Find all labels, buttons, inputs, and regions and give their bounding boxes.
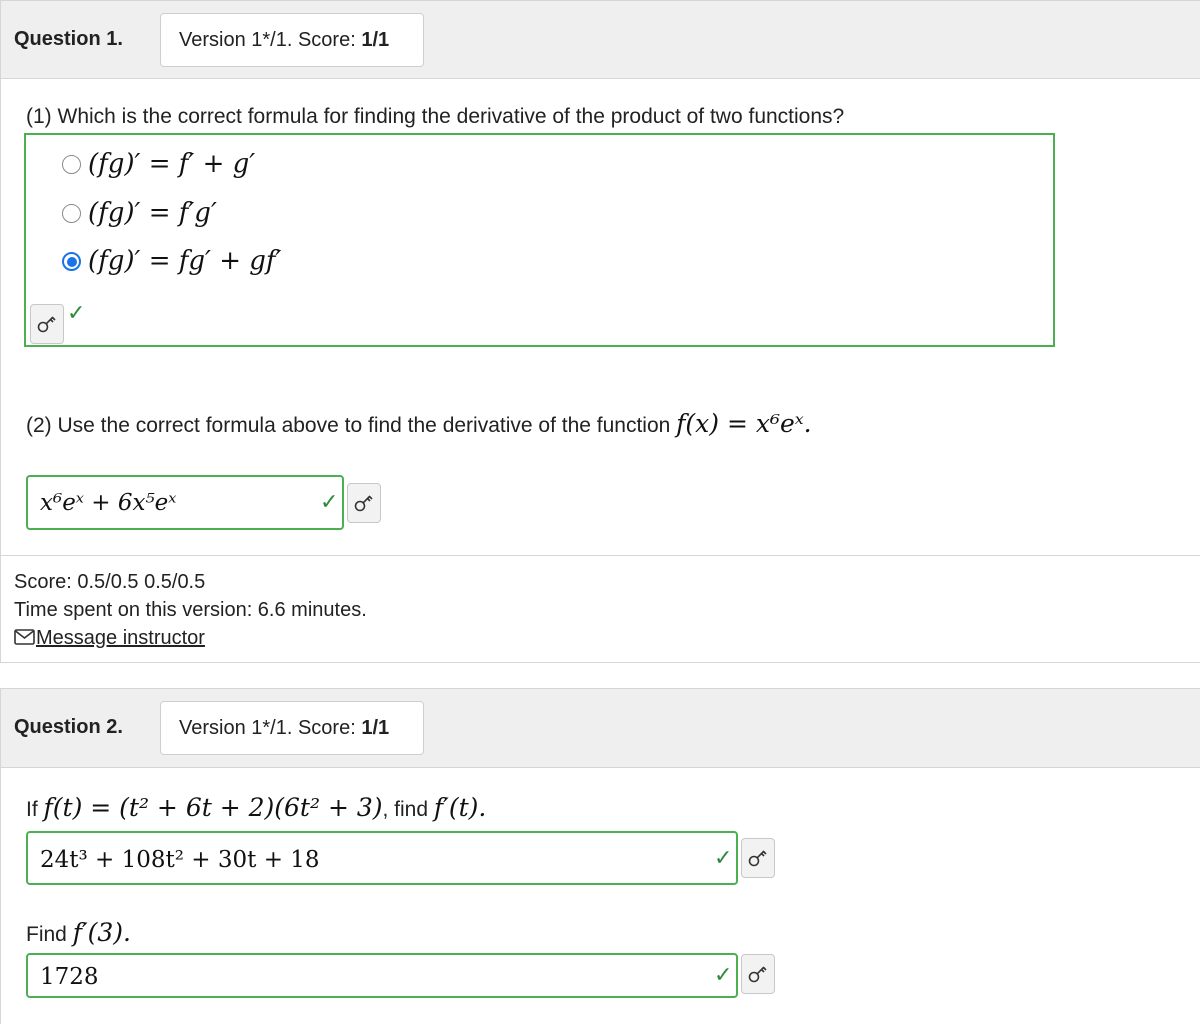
multiple-choice-group [24, 133, 1055, 347]
checkmark-icon: ✓ [67, 301, 86, 326]
answer-field-2[interactable] [26, 953, 738, 998]
key-icon [747, 963, 769, 985]
version-score: 1/1 [361, 29, 390, 51]
choice-2-label: (fg)′ = f′g′ [88, 198, 217, 228]
question-2-header [1, 689, 1200, 768]
answer-1-value: 24t³ + 108t² + 30t + 18 [40, 847, 320, 873]
score-line: Score: 0.5/0.5 0.5/0.5 [14, 571, 206, 593]
question-1-header [1, 1, 1200, 79]
show-answer-key-button[interactable] [347, 483, 381, 523]
question-1-version-badge[interactable] [160, 13, 424, 67]
show-answer-key-button[interactable] [741, 954, 775, 994]
checkmark-icon: ✓ [714, 846, 733, 871]
key-icon [36, 313, 58, 335]
part-2-prompt [26, 409, 812, 438]
prompt-mid: , find [382, 798, 434, 821]
part-2-function: f(x) = x⁶eˣ. [676, 409, 812, 438]
key-icon [747, 847, 769, 869]
show-answer-key-button[interactable] [30, 304, 64, 344]
part-1-prompt [26, 793, 486, 822]
question-2-card [0, 688, 1200, 1024]
mail-icon [14, 629, 36, 645]
version-score: 1/1 [361, 717, 390, 739]
choice-1-label: (fg)′ = f′ + g′ [88, 149, 256, 179]
choice-3-label: (fg)′ = fg′ + gf′ [88, 246, 282, 276]
part-2-answer-field[interactable] [26, 475, 344, 530]
prompt-derivative: f′(t). [433, 793, 487, 822]
answer-2-value: 1728 [40, 964, 99, 990]
radio-button[interactable] [62, 204, 81, 223]
radio-button-selected[interactable] [62, 252, 81, 271]
part-2-prompt-text: (2) Use the correct formula above to find the derivative of the function [26, 414, 677, 437]
radio-button[interactable] [62, 155, 81, 174]
checkmark-icon: ✓ [320, 490, 339, 515]
question-2-version-badge[interactable] [160, 701, 424, 755]
part-1-prompt: (1) Which is the correct formula for finding the derivative of the product of two functions? [26, 105, 845, 128]
prompt-function: f(t) = (t² + 6t + 2)(6t² + 3) [43, 793, 383, 822]
checkmark-icon: ✓ [714, 963, 733, 988]
time-spent-line: Time spent on this version: 6.6 minutes. [14, 599, 367, 621]
part-2-prompt [26, 918, 131, 947]
prompt-lead: If [26, 798, 44, 821]
question-1-footer [1, 555, 1200, 664]
prompt-derivative: f′(3). [72, 918, 131, 947]
prompt-lead: Find [26, 923, 73, 946]
message-instructor-link[interactable] [14, 627, 205, 650]
question-1-title: Question 1. [14, 28, 123, 50]
answer-field-1[interactable] [26, 831, 738, 885]
key-icon [353, 492, 375, 514]
question-2-title: Question 2. [14, 716, 123, 738]
part-2-answer-value: x⁶eˣ + 6x⁵eˣ [40, 490, 177, 516]
version-label: Version 1*/1. Score: [179, 29, 362, 51]
message-instructor-label[interactable]: Message instructor [36, 627, 205, 649]
show-answer-key-button[interactable] [741, 838, 775, 878]
version-label: Version 1*/1. Score: [179, 717, 362, 739]
